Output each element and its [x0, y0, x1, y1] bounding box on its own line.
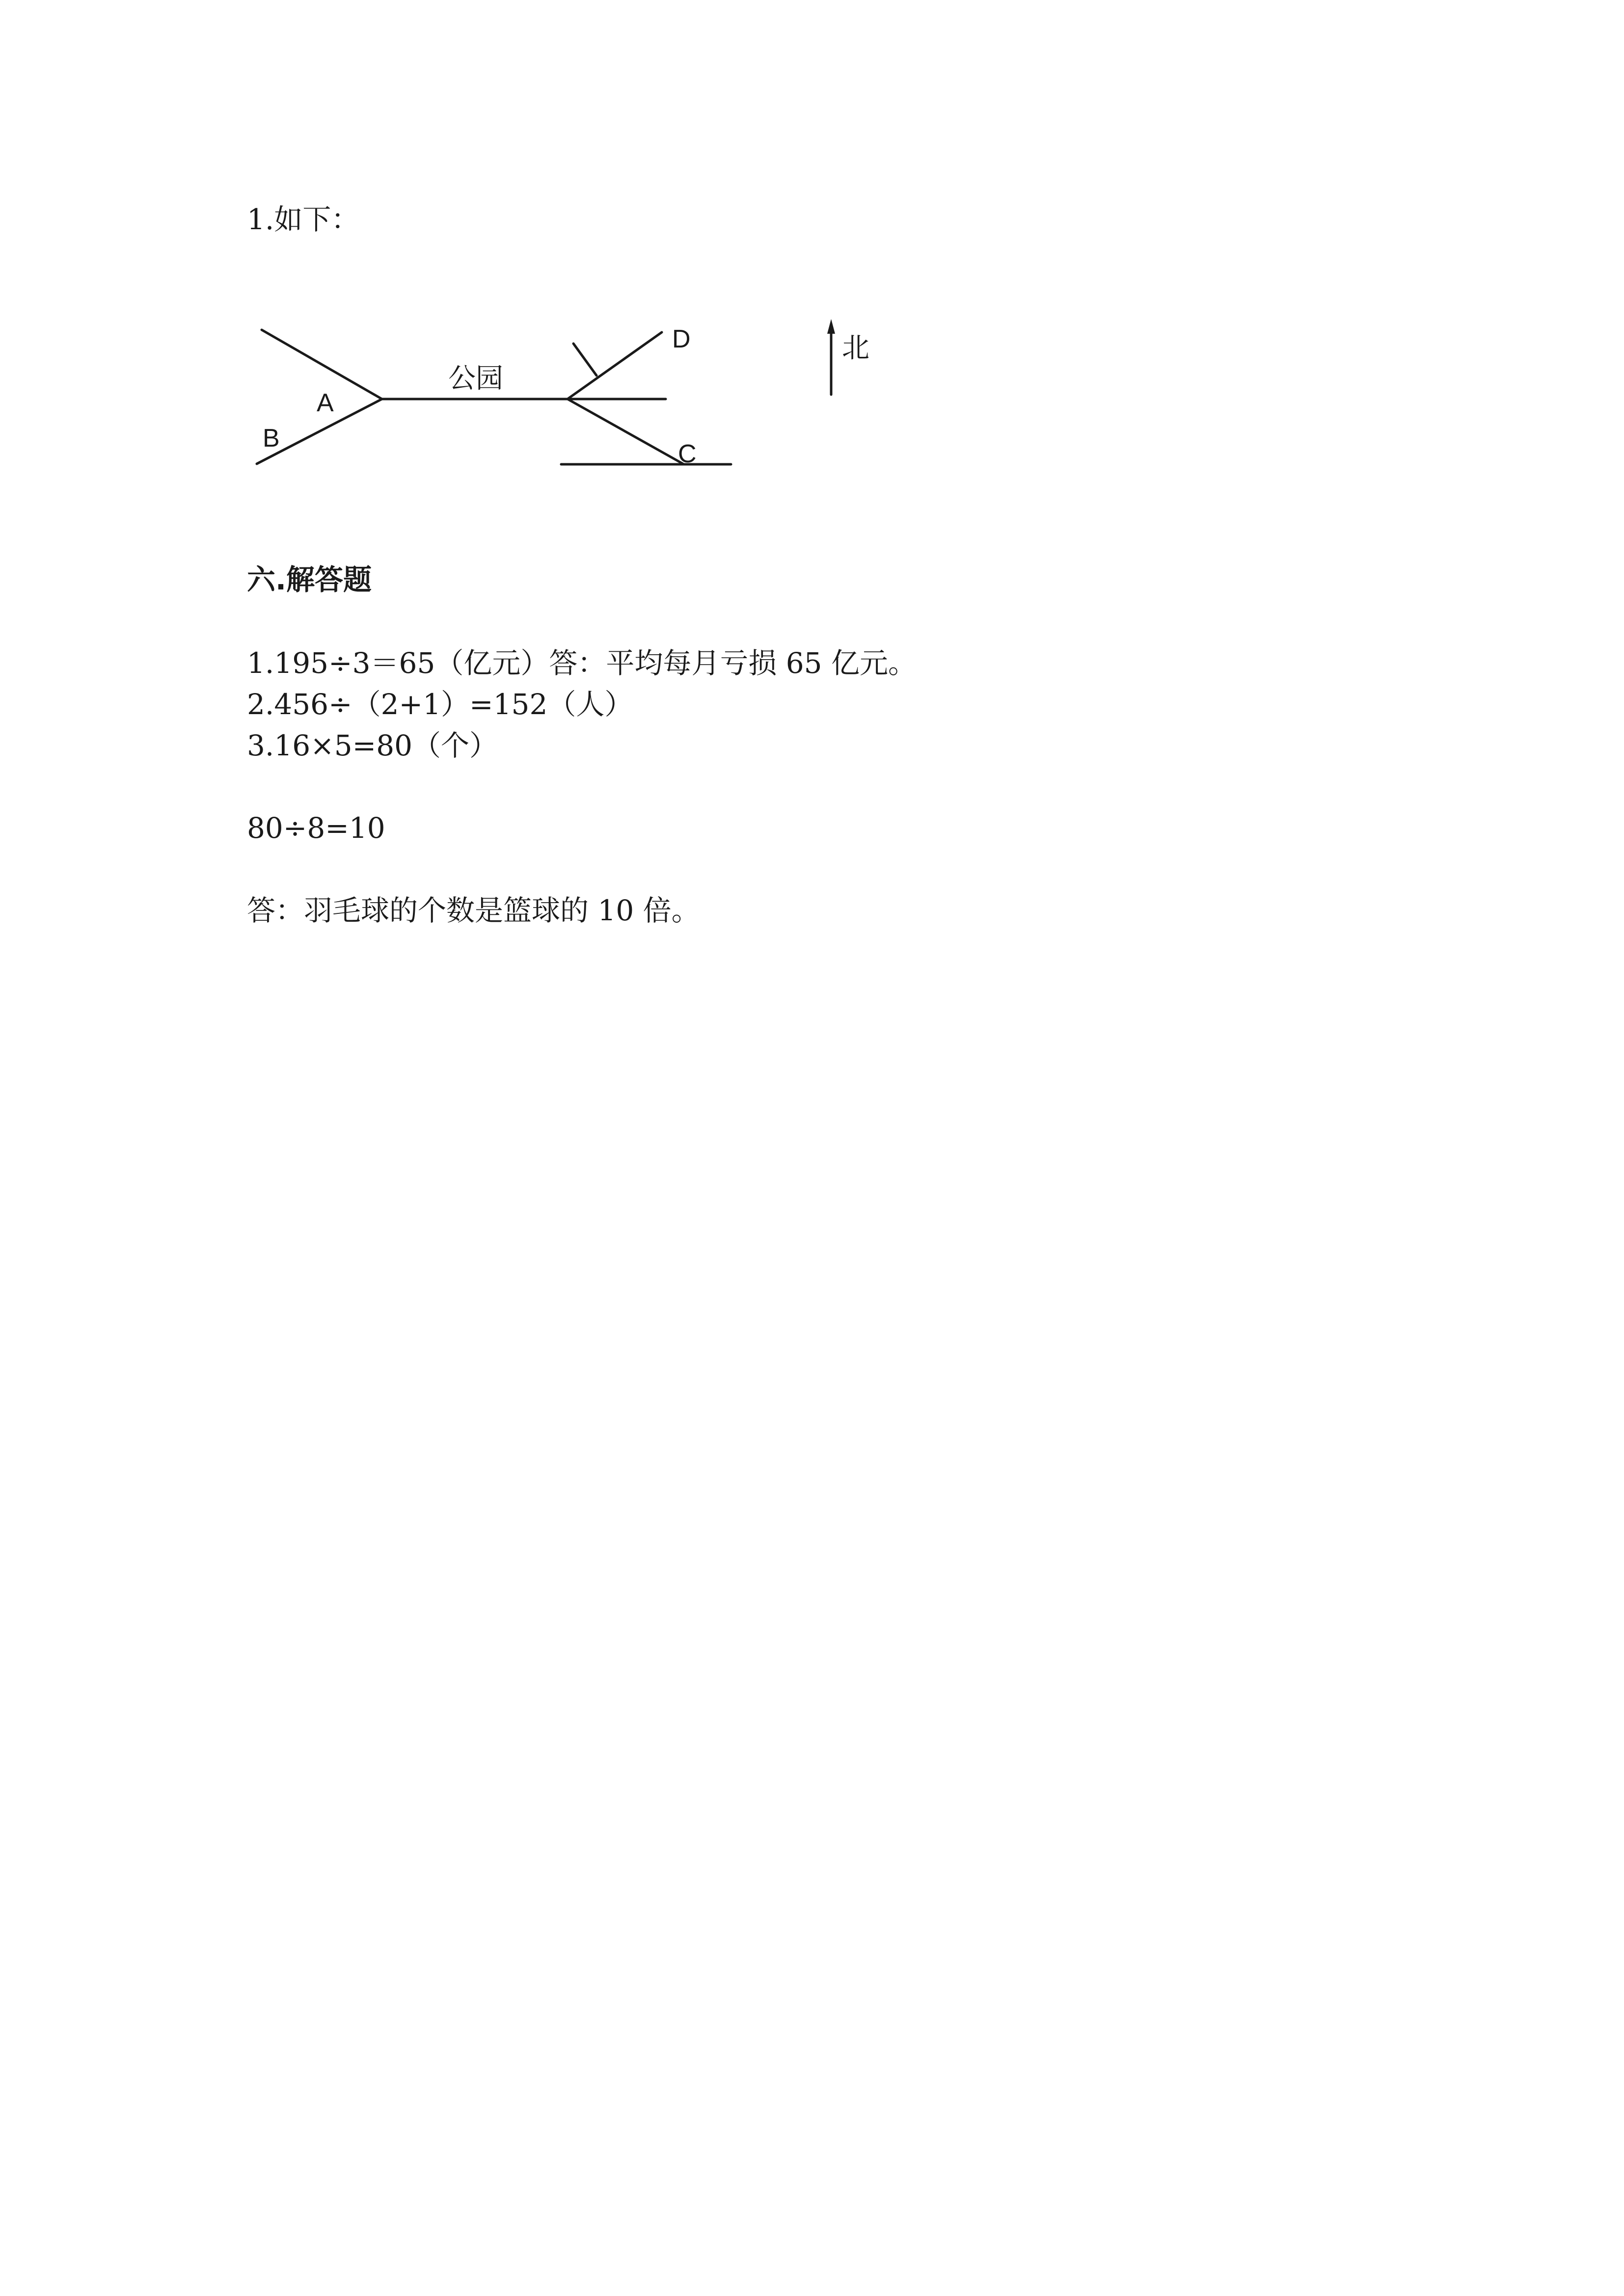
route-map — [247, 304, 885, 471]
label-b: B — [263, 424, 280, 453]
road-branch-small — [573, 344, 596, 375]
road-to-d — [568, 332, 662, 399]
answer-line-2: 2.456÷（2+1）=152（人） — [247, 688, 633, 721]
label-park: 公园 — [448, 363, 503, 395]
answer-line-3: 3.16×5=80（个） — [247, 729, 498, 762]
north-arrow-head — [827, 319, 835, 334]
label-c: C — [678, 440, 697, 468]
item-intro: 1.如下： — [247, 203, 360, 236]
answer-line-1: 1.195÷3＝65（亿元）答：平均每月亏损 65 亿元。 — [247, 646, 917, 680]
label-d: D — [672, 325, 691, 353]
road-to-c — [568, 399, 684, 464]
section-title: 六.解答题 — [247, 563, 372, 596]
answer-line-4: 80÷8=10 — [247, 811, 385, 845]
label-a: A — [317, 389, 334, 417]
label-north: 北 — [842, 332, 869, 364]
answer-line-5: 答：羽毛球的个数是篮球的 10 倍。 — [247, 894, 700, 927]
